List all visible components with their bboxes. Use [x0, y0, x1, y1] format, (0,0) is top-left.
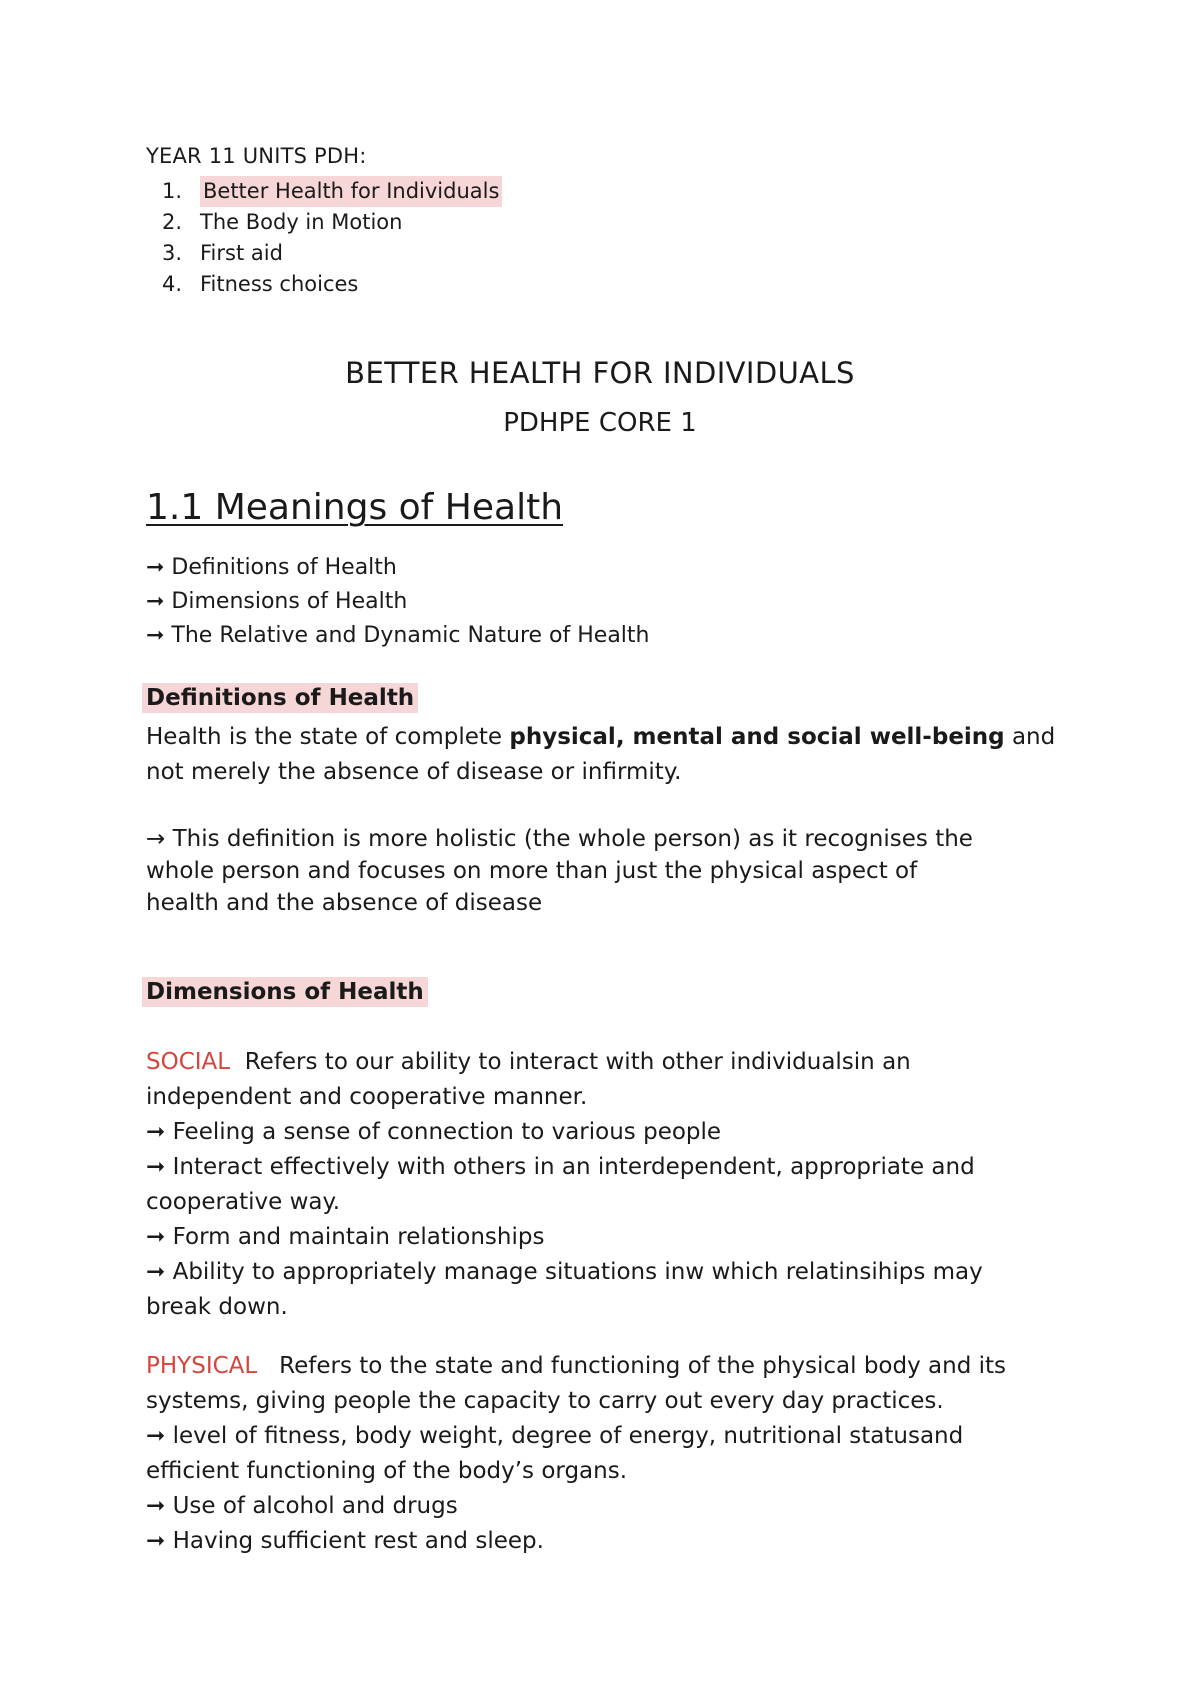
- social-dimension: [146, 1045, 1066, 1325]
- list-label-highlighted: Better Health for Individuals: [200, 176, 502, 207]
- units-list-item: [146, 269, 502, 300]
- list-number: 2.: [161, 210, 182, 234]
- note-line: → This definition is more holistic (the whole person) as it recognises the: [146, 826, 973, 852]
- physical-text: Refers to the state and functioning of the physical body and its: [257, 1353, 1006, 1379]
- physical-line: ➞ Having sufficient rest and sleep.: [146, 1528, 544, 1554]
- social-text: Refers to our ability to interact with other individualsin an: [230, 1049, 911, 1075]
- definition-line: [146, 720, 1066, 755]
- physical-line: ➞ level of fitness, body weight, degree of energy, nutritional statusand: [146, 1423, 964, 1449]
- social-line: ➞ Ability to appropriately manage situations inw which relatinsihips may: [146, 1259, 983, 1285]
- dimensions-heading: Dimensions of Health: [142, 977, 428, 1007]
- social-line: [146, 1045, 1066, 1080]
- document-subtitle: PDHPE CORE 1: [503, 408, 697, 438]
- physical-line: efficient functioning of the body’s organs.: [146, 1458, 628, 1484]
- social-line: independent and cooperative manner.: [146, 1084, 588, 1110]
- units-list-item: [146, 238, 502, 269]
- definition-line: not merely the absence of disease or infirmity.: [146, 759, 682, 785]
- social-line: ➞ Feeling a sense of connection to various people: [146, 1119, 722, 1145]
- physical-dimension: [146, 1349, 1066, 1559]
- topic-bullet: ➞ The Relative and Dynamic Nature of Health: [146, 623, 650, 648]
- units-list-item: [146, 207, 502, 238]
- list-number: 1.: [161, 179, 182, 203]
- social-line: ➞ Form and maintain relationships: [146, 1224, 545, 1250]
- note-line: whole person and focuses on more than just the physical aspect of: [146, 858, 918, 884]
- social-line: ➞ Interact effectively with others in an interdependent, appropriate and: [146, 1154, 975, 1180]
- physical-line: systems, giving people the capacity to carry out every day practices.: [146, 1388, 944, 1414]
- topic-bullet: ➞ Definitions of Health: [146, 555, 397, 580]
- section-heading: 1.1 Meanings of Health: [146, 487, 564, 528]
- list-number: 4.: [161, 272, 182, 296]
- definition-note: [146, 823, 1066, 919]
- units-title: YEAR 11 UNITS PDH:: [146, 144, 367, 168]
- physical-label: PHYSICAL: [146, 1353, 258, 1379]
- physical-line: ➞ Use of alcohol and drugs: [146, 1493, 458, 1519]
- definition-paragraph: [146, 720, 1066, 790]
- document-title: BETTER HEALTH FOR INDIVIDUALS: [345, 356, 855, 390]
- physical-line: [146, 1349, 1066, 1384]
- units-list-item: [146, 176, 502, 207]
- social-line: cooperative way.: [146, 1189, 341, 1215]
- topic-bullet: ➞ Dimensions of Health: [146, 589, 408, 614]
- list-label: First aid: [200, 241, 283, 265]
- definition-bold-text: physical, mental and social well-being: [509, 724, 1005, 750]
- social-line: break down.: [146, 1294, 288, 1320]
- definitions-heading: Definitions of Health: [142, 683, 418, 713]
- social-label: SOCIAL: [146, 1049, 231, 1075]
- note-line: health and the absence of disease: [146, 890, 543, 916]
- list-number: 3.: [161, 241, 182, 265]
- definition-text: Health is the state of complete: [146, 724, 510, 750]
- definition-text: and: [1004, 724, 1056, 750]
- units-list: [146, 176, 502, 300]
- list-label: The Body in Motion: [200, 210, 403, 234]
- list-label: Fitness choices: [200, 272, 359, 296]
